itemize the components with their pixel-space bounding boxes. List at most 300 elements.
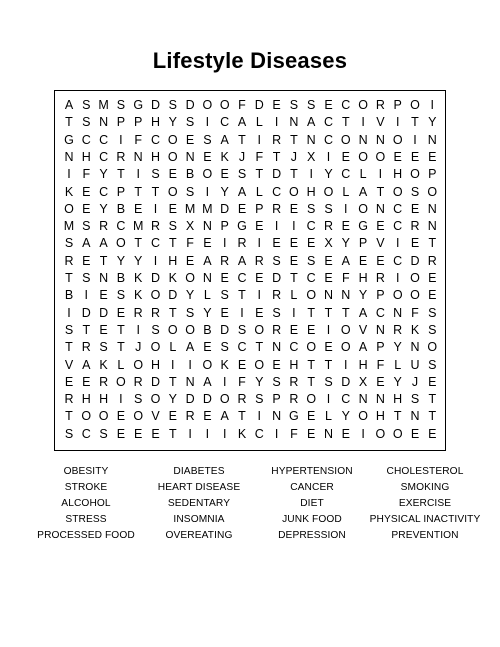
grid-letter: O: [306, 340, 317, 355]
grid-letter: O: [392, 288, 403, 303]
grid-letter: O: [116, 236, 126, 251]
grid-letter: N: [358, 132, 368, 147]
grid-letter: A: [99, 236, 108, 251]
grid-letter: T: [428, 409, 437, 424]
grid-letter: O: [392, 132, 403, 147]
grid-letter: O: [133, 409, 144, 424]
grid-letter: O: [340, 340, 351, 355]
grid-letter: S: [185, 115, 195, 130]
grid-letter: K: [220, 149, 229, 164]
grid-letter: E: [307, 426, 316, 441]
grid-letter: J: [238, 149, 246, 164]
grid-letter: F: [376, 357, 385, 372]
grid-letter: S: [220, 340, 229, 355]
grid-letter: Y: [220, 184, 229, 199]
grid-letter: T: [255, 167, 264, 182]
grid-letter: Y: [185, 288, 195, 303]
grid-letter: I: [84, 288, 89, 303]
grid-letter: T: [341, 305, 350, 320]
grid-letter: R: [150, 305, 161, 320]
grid-letter: E: [116, 409, 126, 424]
word-list-item: SMOKING: [400, 482, 450, 493]
grid-letter: E: [428, 149, 437, 164]
grid-letter: E: [168, 409, 177, 424]
grid-letter: I: [344, 357, 348, 372]
grid-letter: P: [116, 184, 126, 199]
grid-letter: H: [306, 184, 316, 199]
grid-letter: H: [358, 271, 368, 285]
grid-letter: S: [428, 305, 437, 320]
grid-letter: E: [151, 426, 160, 441]
grid-row: [55, 235, 445, 252]
grid-letter: I: [119, 392, 123, 407]
grid-letter: A: [220, 132, 229, 147]
grid-letter: E: [82, 201, 91, 216]
grid-letter: A: [341, 253, 350, 268]
grid-letter: E: [82, 374, 91, 389]
grid-letter: D: [185, 98, 195, 112]
grid-letter: R: [272, 132, 282, 147]
grid-letter: O: [219, 392, 230, 407]
grid-row: [55, 357, 445, 374]
grid-letter: G: [289, 409, 299, 424]
grid-letter: P: [428, 167, 437, 182]
grid-letter: D: [150, 271, 161, 285]
grid-letter: I: [361, 115, 365, 130]
grid-letter: R: [289, 392, 299, 407]
grid-letter: N: [375, 322, 385, 337]
grid-letter: I: [378, 167, 383, 182]
grid-letter: N: [375, 132, 385, 147]
grid-letter: X: [307, 149, 316, 164]
word-list-item: HYPERTENSION: [271, 466, 353, 477]
grid-row: [55, 270, 445, 287]
grid-letter: P: [272, 392, 281, 407]
grid-letter: S: [255, 392, 264, 407]
grid-letter: D: [254, 98, 264, 112]
grid-letter: O: [358, 201, 368, 216]
grid-letter: R: [237, 392, 247, 407]
grid-letter: F: [238, 98, 246, 112]
grid-letter: C: [341, 167, 351, 182]
grid-letter: S: [151, 167, 160, 182]
grid-row: [55, 339, 445, 356]
grid-letter: S: [410, 184, 420, 199]
grid-letter: I: [309, 167, 313, 182]
grid-letter: E: [116, 305, 126, 320]
grid-letter: O: [202, 357, 213, 372]
grid-letter: I: [205, 115, 210, 130]
grid-letter: S: [324, 201, 333, 216]
grid-letter: P: [116, 115, 126, 130]
grid-letter: S: [116, 98, 126, 112]
grid-letter: M: [98, 98, 109, 112]
grid-letter: C: [323, 115, 334, 130]
grid-letter: S: [203, 132, 212, 147]
grid-letter: T: [290, 271, 298, 285]
grid-letter: S: [272, 305, 281, 320]
grid-letter: R: [410, 219, 420, 234]
grid-letter: T: [151, 184, 160, 199]
grid-letter: E: [376, 374, 385, 389]
grid-letter: H: [289, 357, 299, 372]
grid-letter: T: [411, 115, 419, 130]
grid-letter: R: [375, 271, 385, 285]
grid-letter: T: [168, 426, 177, 441]
grid-letter: E: [324, 271, 333, 285]
grid-letter: E: [341, 149, 350, 164]
grid-letter: I: [413, 132, 417, 147]
word-list-item: CHOLESTEROL: [386, 466, 464, 477]
grid-row: [55, 201, 445, 218]
grid-letter: N: [427, 201, 437, 216]
grid-letter: E: [289, 322, 299, 337]
grid-letter: O: [323, 184, 334, 199]
grid-letter: D: [150, 98, 161, 112]
grid-letter: O: [167, 184, 178, 199]
grid-letter: S: [134, 392, 143, 407]
grid-letter: A: [220, 409, 229, 424]
grid-letter: E: [410, 236, 420, 251]
word-list-item: EXERCISE: [398, 498, 452, 509]
word-list-item: SEDENTARY: [167, 498, 231, 509]
grid-letter: D: [185, 392, 195, 407]
grid-letter: S: [64, 322, 74, 337]
grid-letter: D: [220, 322, 230, 337]
grid-letter: S: [428, 357, 437, 372]
grid-letter: B: [64, 288, 74, 303]
grid-letter: M: [184, 201, 196, 216]
grid-letter: O: [167, 322, 178, 337]
grid-letter: O: [358, 98, 368, 112]
grid-letter: T: [324, 357, 333, 372]
grid-letter: L: [255, 184, 263, 199]
grid-letter: C: [393, 253, 403, 268]
grid-letter: F: [341, 271, 350, 285]
grid-letter: E: [220, 305, 229, 320]
grid-letter: A: [237, 115, 247, 130]
grid-letter: X: [358, 374, 368, 389]
grid-letter: C: [341, 98, 351, 112]
grid-letter: E: [203, 236, 212, 251]
grid-letter: T: [428, 392, 437, 407]
grid-letter: R: [289, 374, 299, 389]
grid-letter: S: [272, 374, 281, 389]
grid-letter: T: [341, 115, 350, 130]
grid-letter: S: [428, 322, 437, 337]
grid-letter: I: [188, 357, 192, 372]
grid-letter: N: [202, 271, 212, 285]
grid-letter: N: [410, 340, 420, 355]
grid-letter: O: [427, 184, 438, 199]
grid-letter: E: [99, 322, 108, 337]
grid-letter: C: [99, 184, 109, 199]
grid-letter: A: [307, 115, 316, 130]
grid-letter: E: [82, 253, 91, 268]
grid-letter: T: [238, 409, 246, 424]
grid-row: [55, 391, 445, 408]
grid-letter: S: [185, 184, 195, 199]
grid-letter: A: [82, 236, 91, 251]
grid-letter: S: [82, 219, 91, 234]
grid-letter: R: [272, 201, 282, 216]
grid-letter: E: [341, 219, 350, 234]
grid-letter: E: [289, 253, 299, 268]
grid-letter: S: [99, 426, 108, 441]
grid-letter: H: [168, 253, 178, 268]
grid-letter: X: [324, 236, 333, 251]
word-list-item: PROCESSED FOOD: [37, 530, 135, 541]
word-list-item: PREVENTION: [391, 530, 459, 541]
grid-letter: E: [255, 305, 264, 320]
grid-letter: F: [255, 149, 264, 164]
grid-letter: L: [359, 167, 367, 182]
grid-letter: F: [186, 236, 194, 251]
grid-letter: A: [358, 305, 368, 320]
grid-letter: C: [81, 132, 91, 147]
grid-letter: N: [272, 409, 282, 424]
grid-letter: Y: [203, 305, 212, 320]
grid-letter: O: [358, 149, 368, 164]
grid-letter: I: [430, 98, 435, 112]
grid-letter: D: [272, 271, 282, 285]
grid-letter: T: [272, 149, 281, 164]
grid-letter: R: [393, 322, 403, 337]
word-list-item: OVEREATING: [165, 530, 233, 541]
grid-letter: S: [151, 322, 160, 337]
grid-letter: H: [375, 409, 385, 424]
grid-letter: P: [376, 288, 385, 303]
grid-row: [55, 218, 445, 235]
grid-letter: N: [427, 219, 437, 234]
grid-letter: O: [306, 288, 317, 303]
grid-letter: O: [167, 132, 178, 147]
grid-letter: N: [133, 149, 143, 164]
grid-letter: E: [134, 426, 143, 441]
grid-letter: O: [340, 322, 351, 337]
grid-letter: O: [116, 374, 126, 389]
grid-letter: E: [116, 426, 126, 441]
grid-row: [55, 374, 445, 391]
grid-letter: P: [376, 340, 385, 355]
grid-letter: I: [257, 236, 262, 251]
grid-letter: S: [237, 322, 247, 337]
grid-letter: E: [324, 98, 333, 112]
grid-letter: O: [150, 340, 161, 355]
grid-letter: A: [237, 253, 247, 268]
grid-letter: S: [185, 305, 195, 320]
grid-letter: N: [202, 219, 212, 234]
grid-letter: N: [410, 409, 420, 424]
grid-letter: R: [237, 236, 247, 251]
grid-row: [55, 322, 445, 339]
grid-letter: R: [64, 392, 74, 407]
grid-letter: E: [220, 271, 229, 285]
grid-letter: L: [394, 357, 402, 372]
grid-letter: J: [135, 340, 142, 355]
grid-letter: R: [254, 253, 264, 268]
grid-letter: R: [81, 340, 91, 355]
grid-letter: L: [290, 288, 298, 303]
grid-letter: C: [393, 219, 403, 234]
grid-letter: C: [289, 340, 299, 355]
grid-letter: N: [323, 426, 334, 441]
grid-letter: O: [375, 149, 386, 164]
grid-letter: O: [98, 409, 109, 424]
grid-row: [55, 114, 445, 131]
grid-letter: O: [185, 271, 195, 285]
grid-letter: T: [117, 167, 125, 182]
grid-letter: E: [324, 340, 333, 355]
grid-letter: C: [150, 236, 161, 251]
grid-letter: Y: [134, 253, 143, 268]
grid-letter: I: [326, 149, 331, 164]
grid-letter: E: [376, 253, 385, 268]
grid-letter: E: [203, 340, 212, 355]
grid-letter: A: [358, 340, 368, 355]
grid-row: [55, 97, 445, 114]
grid-letter: S: [289, 98, 299, 112]
grid-letter: Y: [99, 167, 108, 182]
grid-letter: D: [220, 201, 230, 216]
grid-letter: I: [274, 115, 279, 130]
grid-letter: H: [393, 392, 403, 407]
grid-letter: N: [427, 132, 437, 147]
grid-letter: J: [411, 374, 419, 389]
grid-letter: C: [341, 392, 351, 407]
grid-letter: E: [272, 357, 281, 372]
grid-letter: S: [307, 98, 316, 112]
grid-letter: N: [323, 288, 334, 303]
grid-letter: C: [393, 201, 403, 216]
grid-letter: L: [169, 340, 177, 355]
grid-letter: E: [307, 236, 316, 251]
grid-letter: T: [168, 374, 177, 389]
grid-row: [55, 305, 445, 322]
grid-letter: G: [133, 98, 144, 112]
grid-letter: I: [395, 271, 400, 285]
grid-letter: K: [99, 357, 108, 372]
grid-letter: L: [325, 409, 332, 424]
grid-letter: O: [254, 322, 265, 337]
grid-letter: E: [376, 219, 385, 234]
grid-letter: N: [185, 149, 195, 164]
grid-letter: I: [326, 322, 331, 337]
grid-letter: V: [64, 357, 74, 372]
grid-letter: K: [220, 357, 229, 372]
grid-letter: T: [324, 305, 333, 320]
grid-letter: H: [150, 115, 161, 130]
grid-letter: D: [81, 305, 91, 320]
grid-letter: D: [150, 374, 161, 389]
grid-letter: P: [358, 236, 368, 251]
grid-letter: E: [307, 322, 316, 337]
grid-letter: K: [64, 184, 74, 199]
grid-letter: C: [220, 115, 230, 130]
grid-letter: G: [237, 219, 247, 234]
grid-letter: O: [340, 132, 351, 147]
grid-letter: A: [185, 340, 195, 355]
grid-letter: S: [272, 253, 281, 268]
grid-letter: O: [392, 426, 403, 441]
grid-letter: T: [290, 132, 298, 147]
grid-row: [55, 253, 445, 270]
grid-letter: I: [136, 167, 140, 182]
grid-letter: S: [410, 392, 420, 407]
grid-letter: N: [375, 392, 385, 407]
grid-letter: S: [307, 201, 316, 216]
grid-letter: H: [358, 357, 368, 372]
grid-letter: C: [323, 132, 334, 147]
grid-letter: E: [324, 253, 333, 268]
grid-letter: I: [326, 392, 331, 407]
grid-letter: T: [376, 184, 385, 199]
grid-letter: H: [393, 167, 403, 182]
grid-letter: L: [342, 184, 350, 199]
grid-letter: S: [168, 219, 177, 234]
grid-letter: O: [150, 288, 161, 303]
grid-letter: T: [82, 322, 91, 337]
grid-letter: E: [272, 236, 281, 251]
grid-letter: T: [99, 253, 108, 268]
grid-letter: T: [65, 115, 73, 130]
grid-letter: O: [392, 184, 403, 199]
grid-letter: I: [274, 219, 279, 234]
grid-letter: P: [393, 98, 402, 112]
grid-letter: B: [185, 167, 195, 182]
grid-letter: J: [290, 149, 298, 164]
grid-letter: S: [82, 98, 91, 112]
grid-letter: E: [393, 149, 402, 164]
grid-letter: A: [203, 374, 212, 389]
grid-letter: O: [375, 426, 386, 441]
grid-letter: F: [134, 132, 142, 147]
grid-letter: Y: [428, 115, 437, 130]
grid-letter: T: [117, 322, 125, 337]
word-list-item: DIET: [300, 498, 324, 509]
grid-letter: S: [99, 340, 108, 355]
grid-letter: M: [63, 219, 75, 234]
grid-letter: I: [292, 219, 296, 234]
grid-letter: I: [188, 426, 192, 441]
grid-letter: E: [185, 132, 195, 147]
grid-letter: N: [375, 201, 385, 216]
grid-letter: Y: [99, 201, 108, 216]
grid-letter: T: [307, 305, 315, 320]
grid-letter: R: [64, 253, 74, 268]
grid-letter: T: [65, 271, 73, 285]
grid-letter: C: [99, 132, 109, 147]
grid-letter: E: [99, 288, 108, 303]
grid-letter: A: [82, 357, 91, 372]
grid-letter: O: [410, 167, 420, 182]
grid-letter: C: [254, 426, 264, 441]
grid-letter: U: [410, 357, 420, 372]
grid-letter: L: [255, 115, 263, 130]
grid-letter: B: [116, 271, 126, 285]
grid-letter: V: [376, 236, 385, 251]
grid-letter: K: [410, 322, 420, 337]
grid-letter: R: [99, 219, 109, 234]
grid-letter: O: [306, 392, 317, 407]
grid-letter: F: [82, 167, 91, 182]
grid-letter: E: [82, 184, 91, 199]
grid-letter: E: [237, 201, 247, 216]
grid-letter: I: [240, 305, 244, 320]
grid-letter: E: [410, 426, 420, 441]
grid-letter: I: [222, 374, 227, 389]
grid-letter: H: [81, 149, 91, 164]
